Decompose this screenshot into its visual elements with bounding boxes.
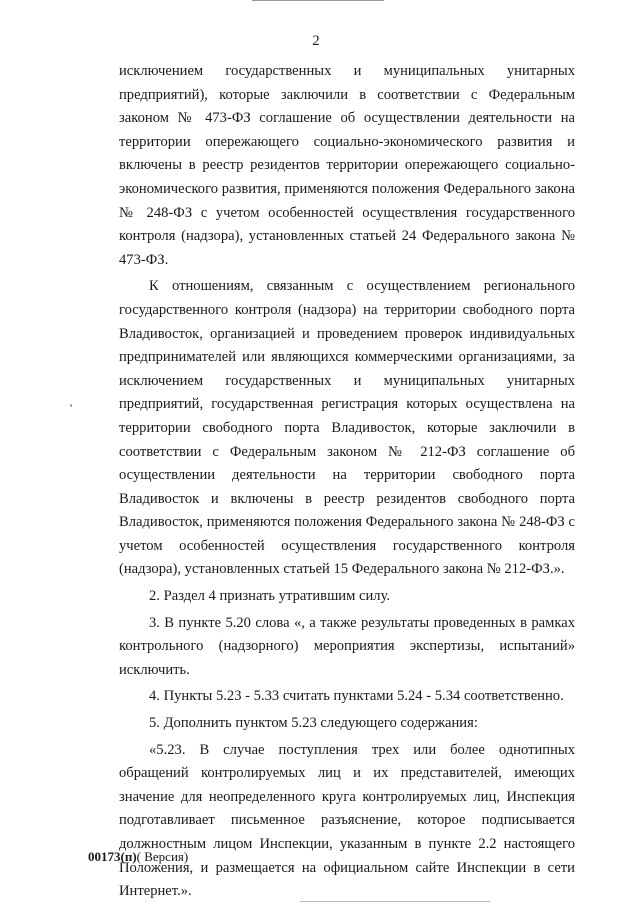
document-code bbox=[88, 849, 188, 865]
paragraph-vladivostok: К отношениям, связанным с осуществлением регионального государственного контроля (надзора) на территории свободного порта Владивосток, организацией и проведением проверок индивидуальных предпринимателей или являющихся коммерческими организациями, за исключением государственных и муниципальных унитарных предприятий, государственная регистрация которых осуществлена на территории свободного порта Владивосток, которые заключили в соответствии с Федеральным законом № 212-ФЗ соглашение об осуществлении деятельности на территории свободного порта Владивосток и включены в реестр резидентов свободного порта Владивосток, применяются положения Федерального закона № 248-ФЗ с учетом особенностей осуществления государственного контроля (надзора), установленных статьей 15 Федерального закона № 212-ФЗ.». bbox=[119, 278, 575, 578]
scan-speck bbox=[70, 404, 72, 407]
page-number: 2 bbox=[312, 33, 320, 49]
paragraph-continuation: исключением государственных и муниципальных унитарных предприятий), которые заключили в соответствии с Федеральным законом № 473-ФЗ соглашение об осуществлении деятельности на территории опережающего социально-экономического развития и включены в реестр резидентов территории опережающего социально-экономического развития, применяются положения Федерального закона № 248-ФЗ с учетом особенностей осуществления государственного контроля (надзора), установленных статьей 24 Федерального закона № 473-ФЗ. bbox=[119, 63, 575, 268]
paragraph-item-5-23: «5.23. В случае поступления трех или более однотипных обращений контролируемых лиц и их представителей, имеющих значение для неопределенного круга контролируемых лиц, Инспекция подготавливает письменное разъяснение, которое подписывается должностным лицом Инспекции, указанным в пункте 2.2 настоящего Положения, и размещается на официальном сайте Инспекции в сети Интернет.». bbox=[119, 741, 575, 900]
scan-edge-bottom bbox=[300, 901, 490, 902]
scan-edge-top bbox=[252, 0, 384, 1]
paragraph-item-2: 2. Раздел 4 признать утратившим силу. bbox=[149, 588, 391, 605]
document-code-number: 00173(п) bbox=[88, 849, 137, 864]
paragraph-item-3: 3. В пункте 5.20 слова «, а также результаты проведенных в рамках контрольного (надзорного) мероприятия экспертизы, испытаний» исключить. bbox=[119, 614, 575, 678]
document-body bbox=[119, 60, 575, 904]
paragraph-item-4: 4. Пункты 5.23 - 5.33 считать пунктами 5.24 - 5.34 соответственно. bbox=[149, 688, 564, 705]
document-version: ( Версия) bbox=[136, 849, 189, 864]
paragraph-item-5: 5. Дополнить пунктом 5.23 следующего содержания: bbox=[149, 715, 478, 732]
